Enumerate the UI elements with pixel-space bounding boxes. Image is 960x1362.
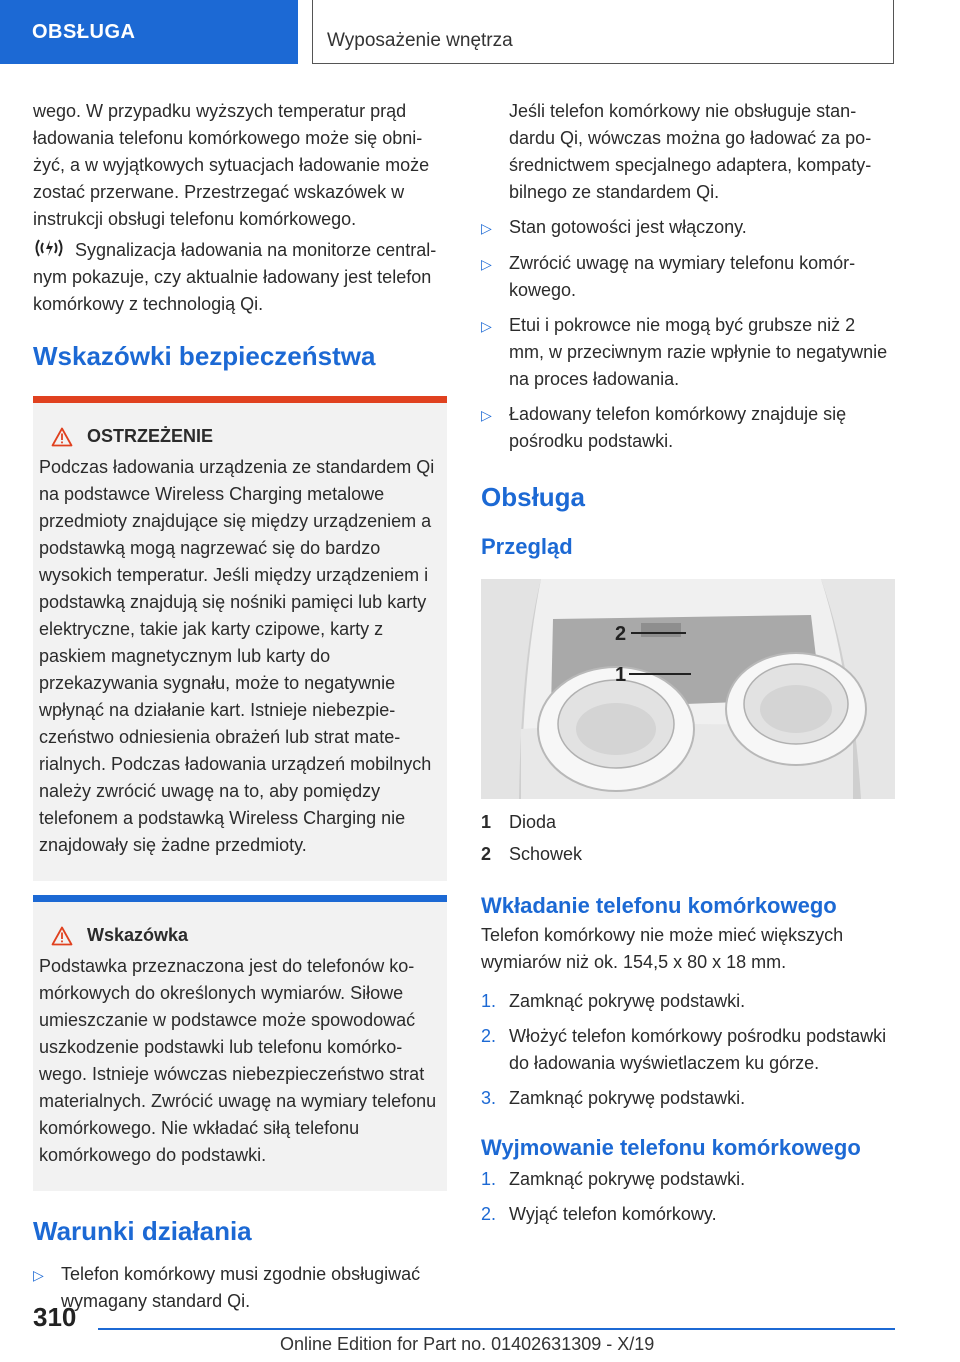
legend-label: Schowek <box>509 844 583 864</box>
triangle-bullet-icon: ▷ <box>481 318 492 334</box>
step-text: Zamknąć pokrywę podstawki. <box>509 1169 746 1189</box>
legend-number: 1 <box>481 812 492 832</box>
insert-steps <box>481 988 895 1112</box>
step-text: Wyjąć telefon komórkowy. <box>509 1204 717 1224</box>
step-number: 3. <box>481 1088 497 1108</box>
warning-body: Podczas ładowania urządzenia ze standardem Qi na podstawce Wireless Charging metalowe przedmioty znajdujące się między urządzeniem a podstawką mogą nagrzewać się do bardzo wysokich temperatur. Jeśli między urządzeniem i podstawką znajdują się nośniki pamięci lub karty elektryczne, takie jak karty czipowe, karty z paskiem magnetycznym lub karty do przekazywania sygnału, może to negatywnie wpłynąć na działanie kart. Istnieje niebezpieczeństwo odniesienia obrażeń lub strat materialnych. Podczas ładowania urządzeń mobilnych należy zwrócić uwagę na to, aby pomiędzy telefonem a podstawką Wireless Charging nie znajdowały się żadne przedmioty. <box>39 457 435 855</box>
conditions-heading: Warunki działania <box>33 1216 252 1246</box>
step-item <box>481 1166 895 1193</box>
list-item <box>33 1261 447 1315</box>
step-number: 2. <box>481 1026 497 1046</box>
tip-box <box>33 895 447 1191</box>
list-item <box>481 312 895 393</box>
conditions-continuation: Jeśli telefon komórkowy nie obsługuje standardu Qi, wówczas można go ładować za pośrednictwem specjalnego adaptera, kompatybilnego ze standardem Qi. <box>509 101 872 202</box>
legend-label: Dioda <box>509 812 557 832</box>
step-item <box>481 1201 895 1228</box>
signal-paragraph <box>33 237 447 318</box>
legend-item <box>481 809 895 836</box>
figure-legend <box>481 809 895 868</box>
list-item-text: Ładowany telefon komórkowy znajduje się pośrodku podstawki. <box>509 404 847 451</box>
step-number: 1. <box>481 1169 497 1189</box>
step-number: 1. <box>481 991 497 1011</box>
warning-box <box>33 396 447 881</box>
figure-label-1: 1 <box>615 664 627 686</box>
legend-number: 2 <box>481 844 492 864</box>
console-illustration <box>481 579 895 799</box>
triangle-bullet-icon: ▷ <box>481 256 492 272</box>
tip-header <box>51 922 439 949</box>
left-column <box>33 98 447 1315</box>
conditions-list <box>481 214 895 455</box>
list-item <box>481 214 895 242</box>
tip-title: Wskazówka <box>87 925 189 945</box>
footer-divider <box>98 1328 895 1330</box>
warning-header <box>51 423 439 450</box>
list-item-text: Etui i pokrowce nie mogą być grubsze niż 2 mm, w przeciwnym razie wpłynie to negatywnie na proces ładowania. <box>509 315 888 389</box>
safety-heading: Wskazówki bezpieczeństwa <box>33 341 376 371</box>
insert-paragraph: Telefon komórkowy nie może mieć większych wymiarów niż ok. 154,5 x 80 x 18 mm. <box>481 925 844 972</box>
signal-text: Sygnalizacja ładowania na monitorze centralnym pokazuje, czy aktualnie ładowany jest telefon komórkowy z technologią Qi. <box>33 240 437 314</box>
list-item-text: Zwrócić uwagę na wymiary telefonu komórkowego. <box>509 253 856 300</box>
step-item <box>481 1023 895 1077</box>
triangle-bullet-icon: ▷ <box>481 407 492 423</box>
header-section-label: OBSŁUGA <box>0 0 298 64</box>
intro-paragraph: wego. W przypadku wyższych temperatur prąd ładowania telefonu komórkowego może się obniżyć, a w wyjątkowych sytuacjach ładowanie może zostać przerwane. Przestrzegać wskazówek w instrukcji obsługi telefonu komórkowego. <box>33 101 430 229</box>
step-item <box>481 1085 895 1112</box>
step-text: Zamknąć pokrywę podstawki. <box>509 991 746 1011</box>
list-item-text: Stan gotowości jest włączony. <box>509 217 747 237</box>
step-text: Włożyć telefon komórkowy pośrodku podstawki do ładowania wyświetlaczem ku górze. <box>509 1026 887 1073</box>
cupholder-drawing <box>481 579 895 799</box>
legend-item <box>481 841 895 868</box>
warning-triangle-icon <box>51 427 73 447</box>
remove-steps <box>481 1166 895 1228</box>
remove-heading: Wyjmowanie telefonu komórkowego <box>481 1135 861 1160</box>
operation-heading: Obsługa <box>481 482 586 512</box>
triangle-bullet-icon: ▷ <box>481 220 492 236</box>
header-chapter-title: Wyposażenie wnętrza <box>312 0 894 64</box>
wireless-charging-icon <box>33 237 65 259</box>
footer-edition: Online Edition for Part no. 01402631309 - X/19 <box>280 1334 655 1354</box>
step-number: 2. <box>481 1204 497 1224</box>
right-column <box>481 98 895 1228</box>
page-number: 310 <box>33 1302 77 1332</box>
figure-label-2: 2 <box>615 623 627 645</box>
triangle-bullet-icon: ▷ <box>33 1267 44 1283</box>
step-item <box>481 988 895 1015</box>
warning-title: OSTRZEŻENIE <box>87 426 214 446</box>
warning-triangle-icon <box>51 926 73 946</box>
list-item <box>481 401 895 455</box>
overview-heading: Przegląd <box>481 534 573 559</box>
insert-heading: Wkładanie telefonu komórkowego <box>481 893 837 918</box>
tip-body: Podstawka przeznaczona jest do telefonów komórkowych do określonych wymiarów. Siłowe umieszczanie w podstawce może spowodować uszkodzenie podstawki lub telefonu komórkowego. Istnieje wówczas niebezpieczeństwo strat materialnych. Zwrócić uwagę na wymiary telefonu komórkowego. Nie wkładać siłą telefonu komórkowego do podstawki. <box>39 956 437 1165</box>
step-text: Zamknąć pokrywę podstawki. <box>509 1088 746 1108</box>
list-item <box>481 250 895 304</box>
list-item-text: Telefon komórkowy musi zgodnie obsługiwać wymagany standard Qi. <box>61 1264 421 1311</box>
